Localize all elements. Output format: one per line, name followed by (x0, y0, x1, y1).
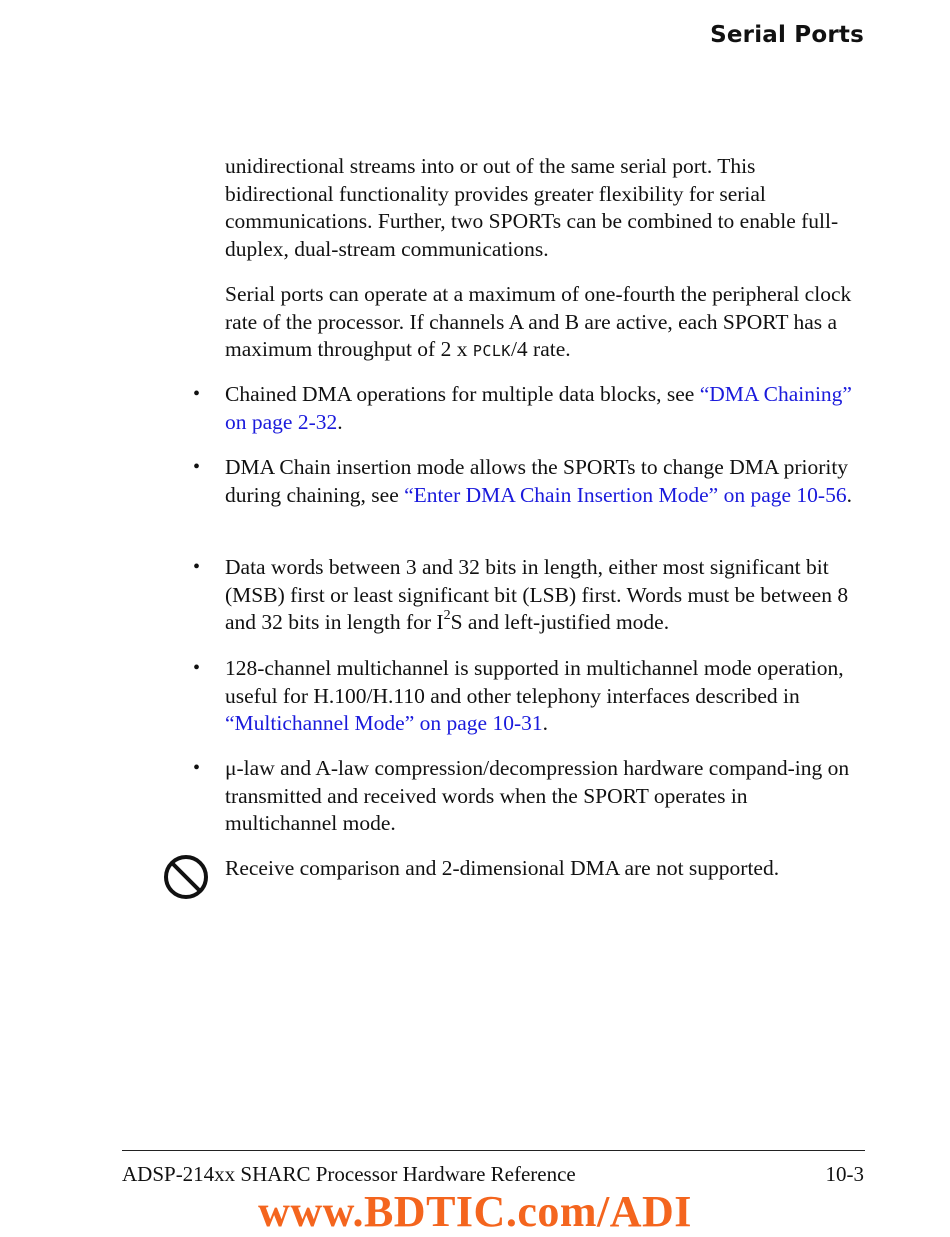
bullet-marker: • (193, 757, 201, 779)
no-symbol-icon (162, 853, 210, 901)
bullet-marker: • (193, 456, 201, 478)
bullet-marker: • (193, 556, 201, 578)
bullet-marker: • (193, 657, 201, 679)
caution-text: Receive comparison and 2-dimensional DMA are not supported. (225, 856, 780, 880)
section-title: Serial Ports (710, 22, 864, 48)
footer-book-title: ADSP-214xx SHARC Processor Hardware Reference (122, 1162, 576, 1186)
footer-page-number: 10-3 (825, 1162, 864, 1186)
intro-paragraph: unidirectional streams into or out of the same serial port. This bidirectional functionality provides greater flexibility for serial communications. Further, two SPORTs can be combined to enable full-duplex, dual-stream communications. (225, 154, 839, 261)
bullet-item: • Data words between 3 and 32 bits in length, either most significant bit (MSB) first or least significant bit (LSB) first. Words must be between 8 and 32 bits in length for $I^2S$ and left-justified mode. (193, 555, 849, 634)
link-dma-chaining[interactable]: “DMA Chaining” on page 2-32 (225, 382, 852, 434)
bullet-item: • 128-channel multichannel is supported in multichannel mode operation, useful for H.100/H.110 and other telephony interfaces described in “Multichannel Mode” on page 10-31. (193, 656, 844, 735)
watermark-url[interactable]: www.BDTIC.com/ADI (258, 1187, 692, 1236)
bullet-marker: • (193, 383, 201, 405)
pclk-code: PCLK (472, 342, 511, 360)
link-dma-chain-insertion-mode[interactable]: “Enter DMA Chain Insertion Mode” on page 10-56 (404, 482, 847, 507)
bullet-item: • Chained DMA operations for multiple data blocks, see “DMA Chaining” on page 2-32. (193, 382, 852, 434)
link-multichannel-mode[interactable]: “Multichannel Mode” on page 10-31 (225, 711, 543, 735)
footer-divider (122, 1150, 865, 1151)
clock-rate-paragraph: Serial ports can operate at a maximum of one-fourth the peripheral clock rate of the processor. If channels A and B are active, each SPORT has a maximum throughput of 2 x PCLK/4 rate. (225, 282, 852, 361)
bullet-item: • μ-law and A-law compression/decompression hardware compand-ing on transmitted and received words when the SPORT operates in multichannel mode. (193, 756, 850, 835)
bullet-item: • DMA Chain insertion mode allows the SPORTs to change DMA priority during chaining, see “Enter DMA Chain Insertion Mode” on page 10-56. (193, 455, 852, 507)
superscript: 2 (443, 607, 451, 623)
